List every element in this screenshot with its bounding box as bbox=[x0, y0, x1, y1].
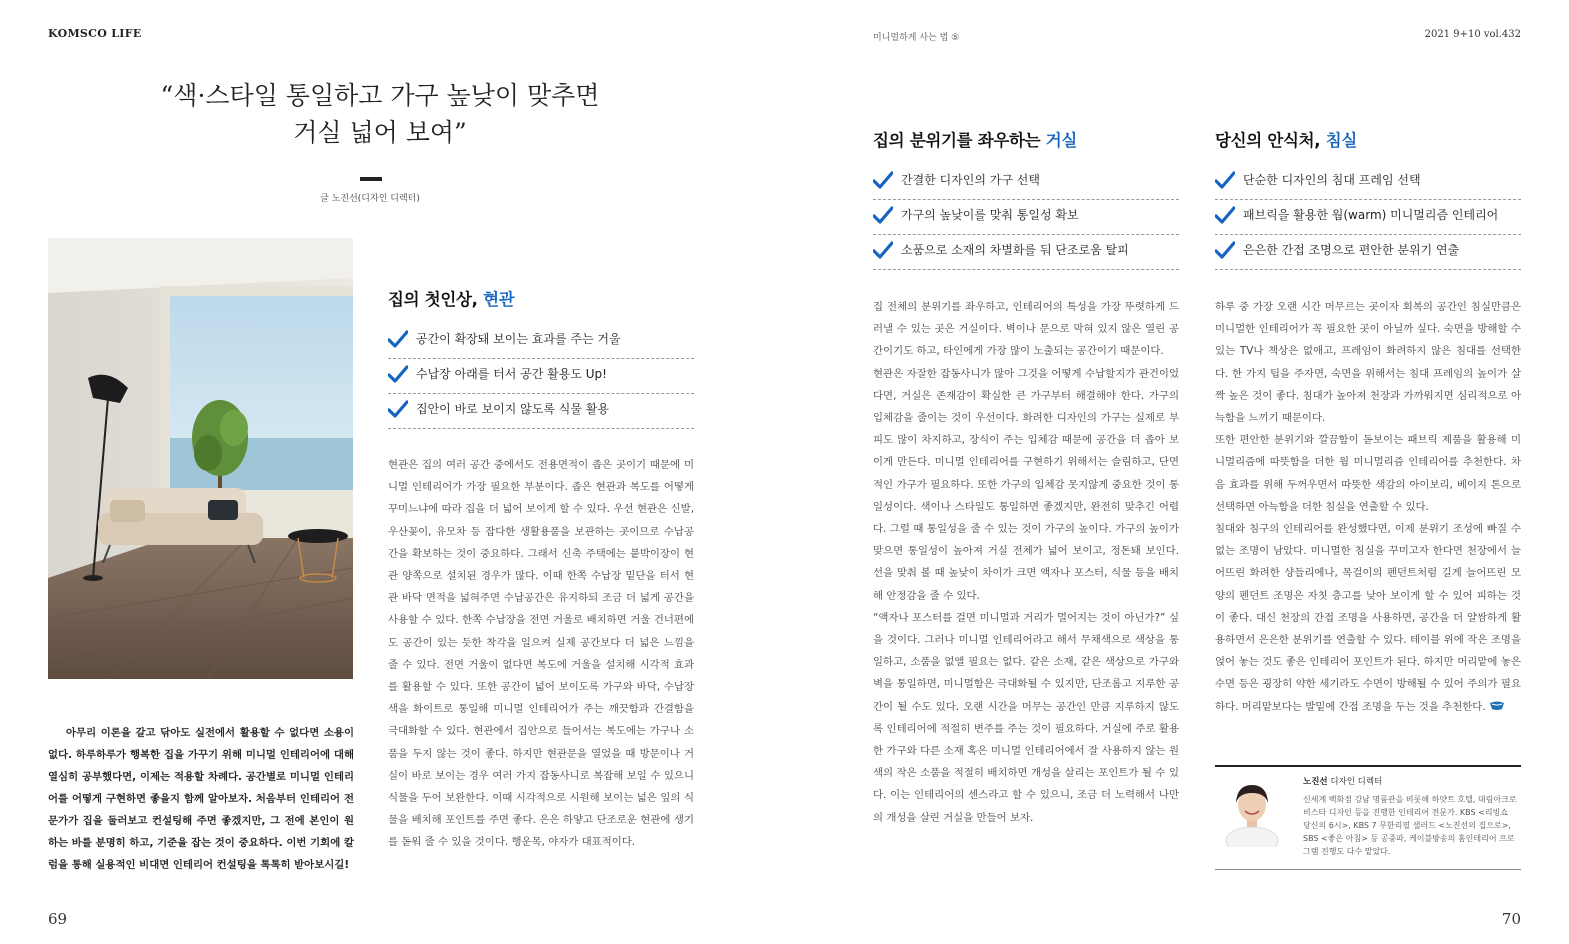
living-room-body bbox=[873, 296, 1179, 829]
check-item bbox=[1215, 235, 1521, 270]
section-title-prefix: 집의 분위기를 좌우하는 bbox=[873, 131, 1046, 150]
author-role: 디자인 디렉터 bbox=[1330, 777, 1383, 787]
body-paragraph-text: 침대와 침구의 인테리어를 완성했다면, 이제 분위기 조성에 빠질 수 없는 조명이 남았다. 미니멀한 침실을 꾸미고자 한다면 천장에서 늘어뜨린 화려한 샹들리에나, 목걸이의 펜던트처럼 길게 늘어뜨린 모양의 펜던트 조명은 자칫 층고를 낮아 보이게 할 수 있어 피하는 것이 좋다. 대신 천장의 간접 조명을 사용하면, 공간을 더 얄쌈하게 활용하면서 은은한 분위기를 연출할 수 있다. 테이블 위에 작은 조명을 얹어 놓는 것도 좋은 인테리어 포인트가 된다. 하지만 머리맡에 놓은 수면 등은 굉장히 약한 세기라도 수면이 방해될 수 있어 주의가 필요하다. 머리맡보다는 발밑에 간접 조명을 두는 것을 추천한다. bbox=[1215, 523, 1521, 713]
body-paragraph: 현관은 자잘한 잡동사니가 많아 그것을 어떻게 수납할지가 관건이었다면, 거실은 존재감이 확실한 큰 가구부터 해결해야 한다. 가구의 입체감을 줄이는 것이 우선이다. 화려한 디자인의 가구는 실제로 부피도 많이 차지하고, 장식이 주는 입체감 때문에 공간을 더 좁아 보이게 만든다. 미니멀 인테리어를 구현하기 위해서는 슬림하고, 단면적인 가구가 필요하다. 또한 가구의 입체감 못지않게 중요한 것이 통일성이다. 색이나 스타일도 통일하면 좋겠지만, 완전히 맞추긴 어렵다. 그럴 때 통일성을 줄 수 있는 것이 가구의 높이다. 가구의 높이가 맞으면 통일성이 높아져 거실 전체가 넓어 보이고, 정돈돼 보인다. 선을 맞춰 볼 때 높낮이 차이가 크면 액자나 포스터, 식물 등을 배치해 안정감을 줄 수 있다. bbox=[873, 367, 1179, 602]
check-icon bbox=[873, 241, 893, 259]
author-profile bbox=[1215, 765, 1521, 870]
body-paragraph bbox=[1215, 518, 1521, 718]
section-title-highlight: 침실 bbox=[1325, 131, 1357, 150]
entrance-checklist bbox=[388, 324, 694, 429]
check-item-label: 간결한 디자인의 가구 선택 bbox=[901, 173, 1040, 187]
check-icon bbox=[1215, 171, 1235, 189]
body-paragraph: “액자나 포스터를 걸면 미니멀과 거리가 멀어지는 것이 아닌가?” 싶을 것이다. 그러나 미니멀 인테리어라고 해서 무채색으로 색상을 통일하고, 소품을 없앨 필요는 없다. 같은 소재, 같은 색상으로 가구와 벽을 통일하면, 미니멀함은 극대화될 수 있지만, 단조롭고 지루한 공간이 될 수도 있다. 오랜 시간을 머무는 공간인 만큼 지루하지 않도록 인테리어에 적절히 변주를 주는 것이 필요하다. 거실에 주로 활용한 가구와 다른 소재 혹은 미니멀 인테리어에서 잘 사용하지 않는 원색의 작은 소품을 적절히 배치하면 개성을 살리는 포인트가 될 수 있다. 이는 인테리어의 센스라고 할 수 있으니, 조금 더 노력해서 나만의 개성을 살린 거실을 만들어 보자. bbox=[873, 611, 1179, 824]
bedroom-checklist bbox=[1215, 165, 1521, 270]
author-avatar bbox=[1221, 775, 1283, 847]
check-item bbox=[388, 359, 694, 394]
check-icon bbox=[873, 206, 893, 224]
body-paragraph: 집 전체의 분위기를 좌우하고, 인테리어의 특성을 가장 뚜렷하게 드러낼 수 있는 곳은 거실이다. 벽이나 문으로 막혀 있지 않은 열린 공간이기도 하고, 타인에게 가장 많이 노출되는 공간이기 때문이다. bbox=[873, 301, 1179, 358]
end-mark-icon bbox=[1489, 700, 1505, 711]
section-title-highlight: 현관 bbox=[483, 290, 515, 309]
author-name-line bbox=[1303, 775, 1382, 787]
headline-quote bbox=[60, 77, 700, 151]
section-title-prefix: 집의 첫인상, bbox=[388, 290, 484, 309]
check-item bbox=[873, 200, 1179, 235]
living-room-photo bbox=[48, 238, 353, 679]
check-item-label: 패브릭을 활용한 웜(warm) 미니멀리즘 인테리어 bbox=[1243, 208, 1499, 222]
check-icon bbox=[1215, 206, 1235, 224]
check-item-label: 수납장 아래를 터서 공간 활용도 Up! bbox=[416, 367, 607, 381]
magazine-brand: KOMSCO LIFE bbox=[48, 27, 142, 40]
check-item-label: 단순한 디자인의 침대 프레임 선택 bbox=[1243, 173, 1421, 187]
body-paragraph: 하루 중 가장 오랜 시간 머무르는 곳이자 회복의 공간인 침실만큼은 미니멀한 인테리어가 꼭 필요한 곳이 아닐까 싶다. 숙면을 방해할 수 있는 TV나 책상은 없애고, 프레임이 화려하지 않은 침대를 선택한다. 한 가지 팁을 주자면, 숙면을 위해서는 침대 프레임의 높이가 살짝 높은 것이 좋다. 침대가 높아져 천장과 가까워지면 심리적으로 아늑함을 느끼기 때문이다. bbox=[1215, 301, 1521, 425]
check-item-label: 공간이 확장돼 보이는 효과를 주는 거울 bbox=[416, 332, 621, 346]
check-item-label: 소품으로 소재의 차별화를 둬 단조로움 탈피 bbox=[901, 243, 1129, 257]
check-item bbox=[1215, 200, 1521, 235]
section-title-prefix: 당신의 안식처, bbox=[1215, 131, 1326, 150]
check-icon bbox=[1215, 241, 1235, 259]
living-room-checklist bbox=[873, 165, 1179, 270]
headline-line-2: 거실 넓어 보여” bbox=[293, 118, 467, 147]
body-paragraph: 또한 편안한 분위기와 깔끔함이 돋보이는 패브릭 제품을 활용해 미니멀리즘에 따뜻함을 더한 웜 미니멀리즘 인테리어를 추천한다. 차음 효과를 위해 두꺼우면서 따뜻한 색감의 아이보리, 베이지 톤으로 선택하면 아늑함을 더한 침실을 연출할 수 있다. bbox=[1215, 434, 1521, 513]
check-item bbox=[1215, 165, 1521, 200]
section-title-entrance bbox=[388, 286, 514, 310]
check-item bbox=[388, 324, 694, 359]
check-item bbox=[873, 235, 1179, 270]
check-icon bbox=[388, 365, 408, 383]
section-title-bedroom bbox=[1215, 127, 1357, 151]
page-number-right: 70 bbox=[1501, 910, 1521, 928]
author-name: 노진선 bbox=[1303, 777, 1328, 787]
page-number-left: 69 bbox=[48, 910, 68, 928]
check-item bbox=[873, 165, 1179, 200]
entrance-body bbox=[388, 454, 694, 854]
headline-divider bbox=[360, 177, 382, 181]
body-paragraph: 현관은 집의 여러 공간 중에서도 전용면적이 좁은 곳이기 때문에 미니멀 인테리어가 가장 필요한 부분이다. 좁은 현관과 복도를 어떻게 꾸미느냐에 따라 집을 더 넓어 보이게 할 수 있다. 우선 현관은 신발, 우산꽂이, 유모차 등 잡다한 생활용품을 보관하는 곳이므로 수납공간을 확보하는 것이 중요하다. 그래서 신축 주택에는 붙박이장이 현관 양쪽으로 설치된 경우가 많다. 이때 한쪽 수납장 밑단을 터서 현관 바닥 면적을 넓혀주면 수납공간은 유지하되 조금 더 넓게 공간을 사용할 수 있다. 한쪽 수납장을 전면 거울로 배치하면 거울 건너편에도 공간이 있는 듯한 착각을 일으켜 실제 공간보다 더 넓은 느낌을 줄 수 있다. 전면 거울이 없다면 복도에 거울을 설치해 시각적 효과를 활용할 수 있다. 또한 공간이 넓어 보이도록 가구와 바닥, 수납장 색을 화이트로 통일해 미니멀 인테리어가 주는 깨끗함과 간결함을 극대화할 수 있다. 현관에서 집안으로 들어서는 복도에는 가구나 소품을 두지 않는 것이 좋다. 하지만 현관문을 열었을 때 방문이나 거실이 바로 보이는 경우 여러 가지 잡동사니로 복잡해 보일 수 있으니 식물을 두어 보완한다. 이때 시각적으로 시원해 보이는 넓은 잎의 식물을 배치해 포인트를 주면 좋다. 은은 하얗고 단조로운 현관에 생기를 돋워 줄 수 있을 것이다. 행운목, 야자가 대표적이다. bbox=[388, 459, 694, 849]
section-title-living-room bbox=[873, 127, 1077, 151]
bedroom-body bbox=[1215, 296, 1521, 718]
headline-line-1: “색·스타일 통일하고 가구 높낮이 맞추면 bbox=[160, 81, 600, 110]
check-item-label: 은은한 간접 조명으로 편안한 분위기 연출 bbox=[1243, 243, 1460, 257]
check-item-label: 가구의 높낮이를 맞춰 통일성 확보 bbox=[901, 208, 1079, 222]
check-icon bbox=[388, 400, 408, 418]
check-icon bbox=[873, 171, 893, 189]
check-icon bbox=[388, 330, 408, 348]
section-title-highlight: 거실 bbox=[1045, 131, 1078, 150]
check-item-label: 집안이 바로 보이지 않도록 식물 활용 bbox=[416, 402, 609, 416]
intro-paragraph: 아무리 이론을 갈고 닦아도 실전에서 활용할 수 없다면 소용이 없다. 하루하루가 행복한 집을 가꾸기 위해 미니멀 인테리어에 대해 열심히 공부했다면, 이제는 적용할 차례다. 공간별로 미니멀 인테리어를 어떻게 구현하면 좋을지 함께 알아보자. 처음부터 인테리어 전문가가 집을 둘러보고 컨설팅해 주면 좋겠지만, 그 전에 본인이 원하는 바를 분명히 하고, 기준을 잡는 것이 중요하다. 이번 기회에 칼럼을 통해 실용적인 비대면 인테리어 컨설팅을 톡톡히 받아보시길! bbox=[48, 727, 354, 871]
check-item bbox=[388, 394, 694, 429]
byline: 글 노진선(디자인 디렉터) bbox=[320, 194, 420, 204]
issue-info: 2021 9+10 vol.432 bbox=[1424, 29, 1521, 40]
series-title: 미니멀하게 사는 법 ⑤ bbox=[873, 33, 960, 43]
author-description: 신세계 백화점 강남 명품관을 비롯해 하얏트 호텔, 대림아크로비스타 디자인 등을 진행한 인테리어 전문가. KBS <리빙쇼 당신의 6시>, KBS 7 무한리필 샐러드 <노진선의 집으로>, SBS <좋은 아침> 등 공중파, 케이블방송의 홈인테리어 프로그램 진행도 다수 맡았다. bbox=[1303, 795, 1517, 856]
